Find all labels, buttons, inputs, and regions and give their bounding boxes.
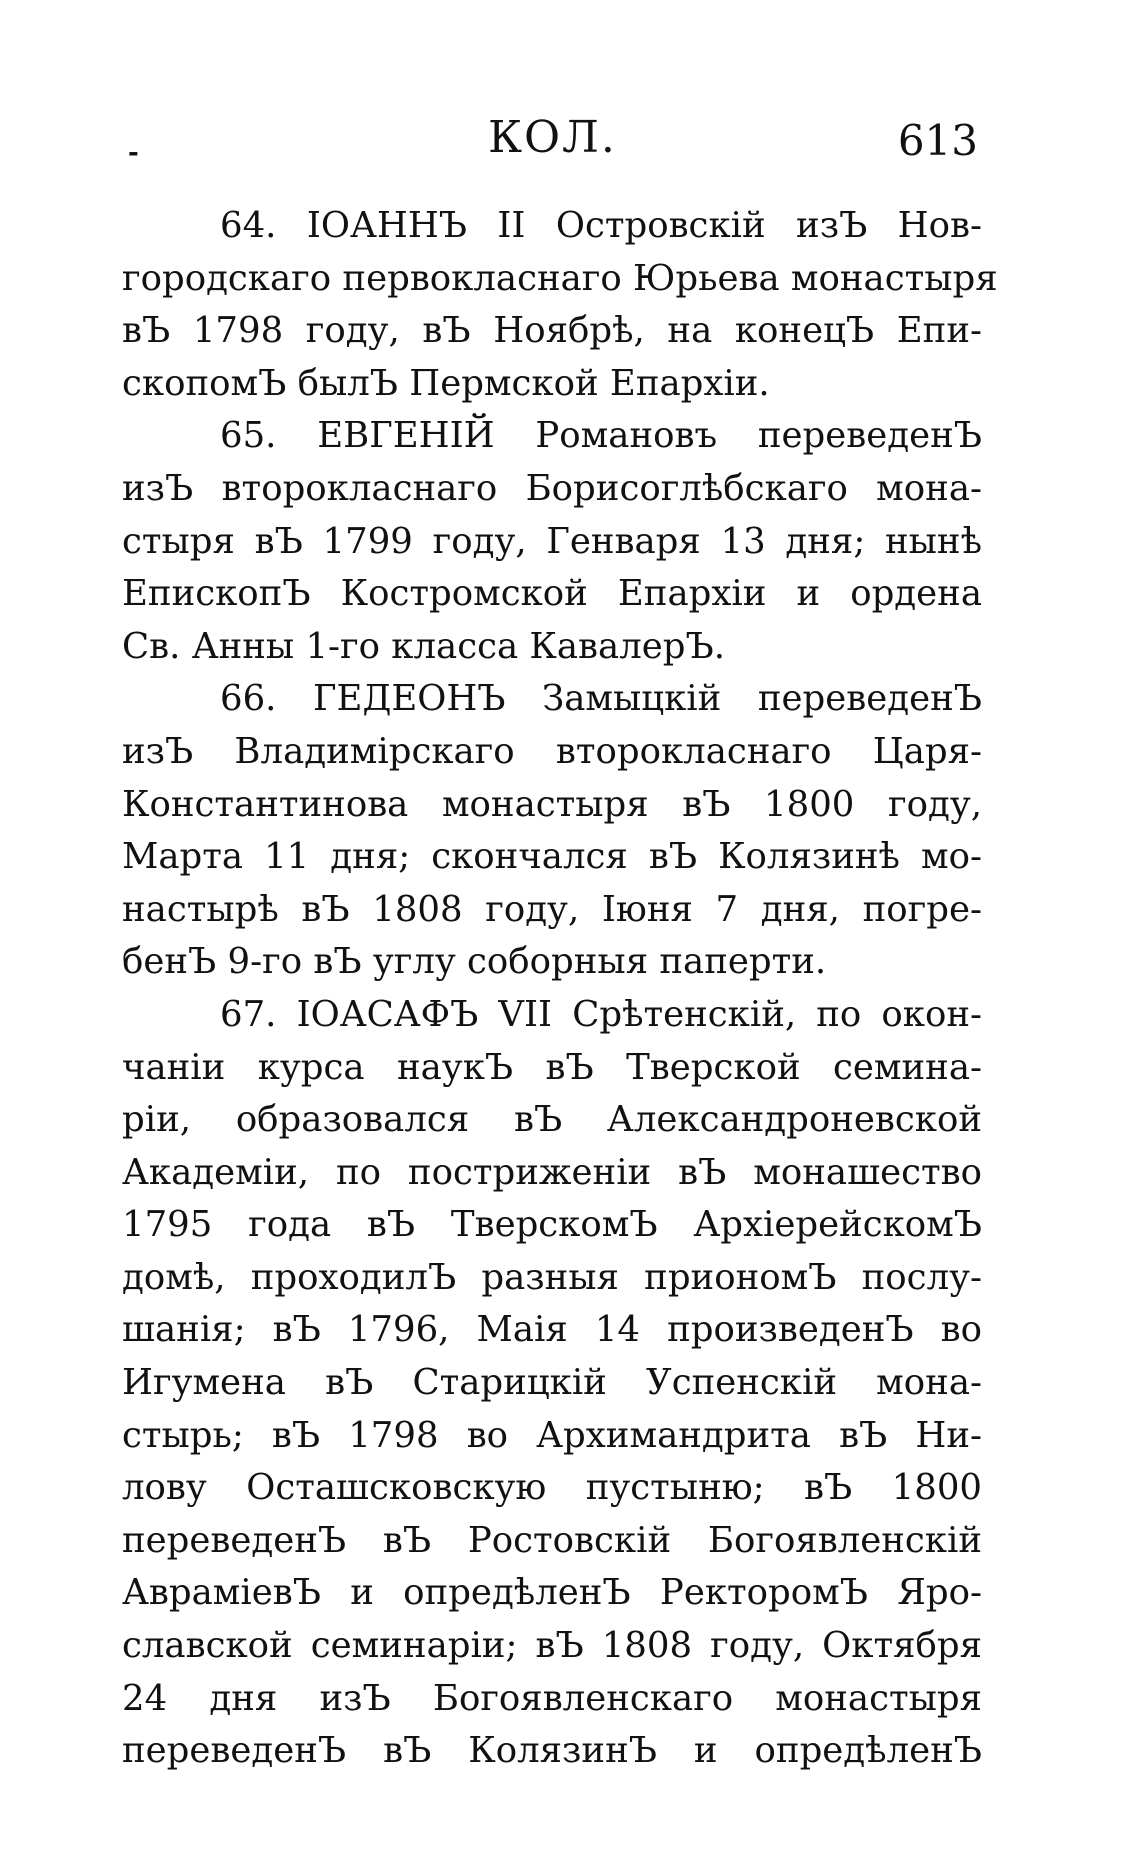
text-line: переведенЪ вЪ КолязинЪ и опредѣленЪ <box>122 1730 982 1772</box>
text-line: 64. ІОАННЪ II Островскій изЪ Нов- <box>220 205 982 246</box>
text-line: Св. Анны 1-го класса КавалерЪ. <box>122 625 725 667</box>
running-header <box>128 112 978 172</box>
text-line: славской семинаріи; вЪ 1808 году, Октября <box>122 1625 982 1667</box>
text-line: ріи, образовался вЪ Александроневской <box>122 1099 982 1141</box>
text-line: изЪ Владимірскаго второкласнаго Царя- <box>122 730 982 772</box>
page-number: 613 <box>897 116 978 165</box>
text-line: городскаго первокласнаго Юрьева монастыря <box>122 257 998 299</box>
text-line: 67. ІОАСАФЪ VII Срѣтенскій, по окон- <box>220 993 982 1035</box>
text-line: 1795 года вЪ ТверскомЪ АрхіерейскомЪ <box>122 1204 982 1246</box>
body-text <box>122 200 998 1778</box>
text-line: Игумена вЪ Старицкій Успенскій мона- <box>122 1362 982 1404</box>
text-line: бенЪ 9-го вЪ углу соборныя паперти. <box>122 941 827 983</box>
text-line: вЪ 1798 году, вЪ Ноябрѣ, на конецЪ Епи- <box>122 310 982 352</box>
text-line: лову Осташсковскую пустыню; вЪ 1800 <box>122 1467 982 1509</box>
text-line: 24 дня изЪ Богоявленскаго монастыря <box>122 1677 982 1719</box>
text-line: настырѣ вЪ 1808 году, Іюня 7 дня, погре- <box>122 888 982 930</box>
running-head-title: КОЛ. <box>488 112 617 163</box>
text-line: стырь; вЪ 1798 во Архимандрита вЪ Ни- <box>122 1414 982 1456</box>
text-line: переведенЪ вЪ Ростовскій Богоявленскій <box>122 1519 982 1561</box>
header-mark: - <box>128 138 139 168</box>
text-line: Марта 11 дня; скончался вЪ Колязинѣ мо- <box>122 836 982 878</box>
text-line: скопомЪ былЪ Пермской Епархіи. <box>122 362 770 404</box>
text-line: шанія; вЪ 1796, Маія 14 произведенЪ во <box>122 1309 982 1351</box>
text-line: стыря вЪ 1799 году, Генваря 13 дня; нынѣ <box>122 520 982 562</box>
text-line: 65. ЕВГЕНІЙ Романовъ переведенЪ <box>220 415 982 457</box>
text-line: домѣ, проходилЪ разныя приономЪ послу- <box>122 1256 982 1298</box>
text-line: АвраміевЪ и опредѣленЪ РекторомЪ Яро- <box>122 1572 982 1614</box>
text-line: изЪ второкласнаго Борисоглѣбскаго мона- <box>122 467 982 509</box>
text-line: ЕпископЪ Костромской Епархіи и ордена <box>122 573 982 615</box>
text-line: чаніи курса наукЪ вЪ Тверской семина- <box>122 1046 982 1088</box>
text-line: 66. ГЕДЕОНЪ Замыцкій переведенЪ <box>220 678 982 720</box>
text-line: Академіи, по постриженіи вЪ монашество <box>122 1151 982 1193</box>
text-line: Константинова монастыря вЪ 1800 году, <box>122 783 982 825</box>
